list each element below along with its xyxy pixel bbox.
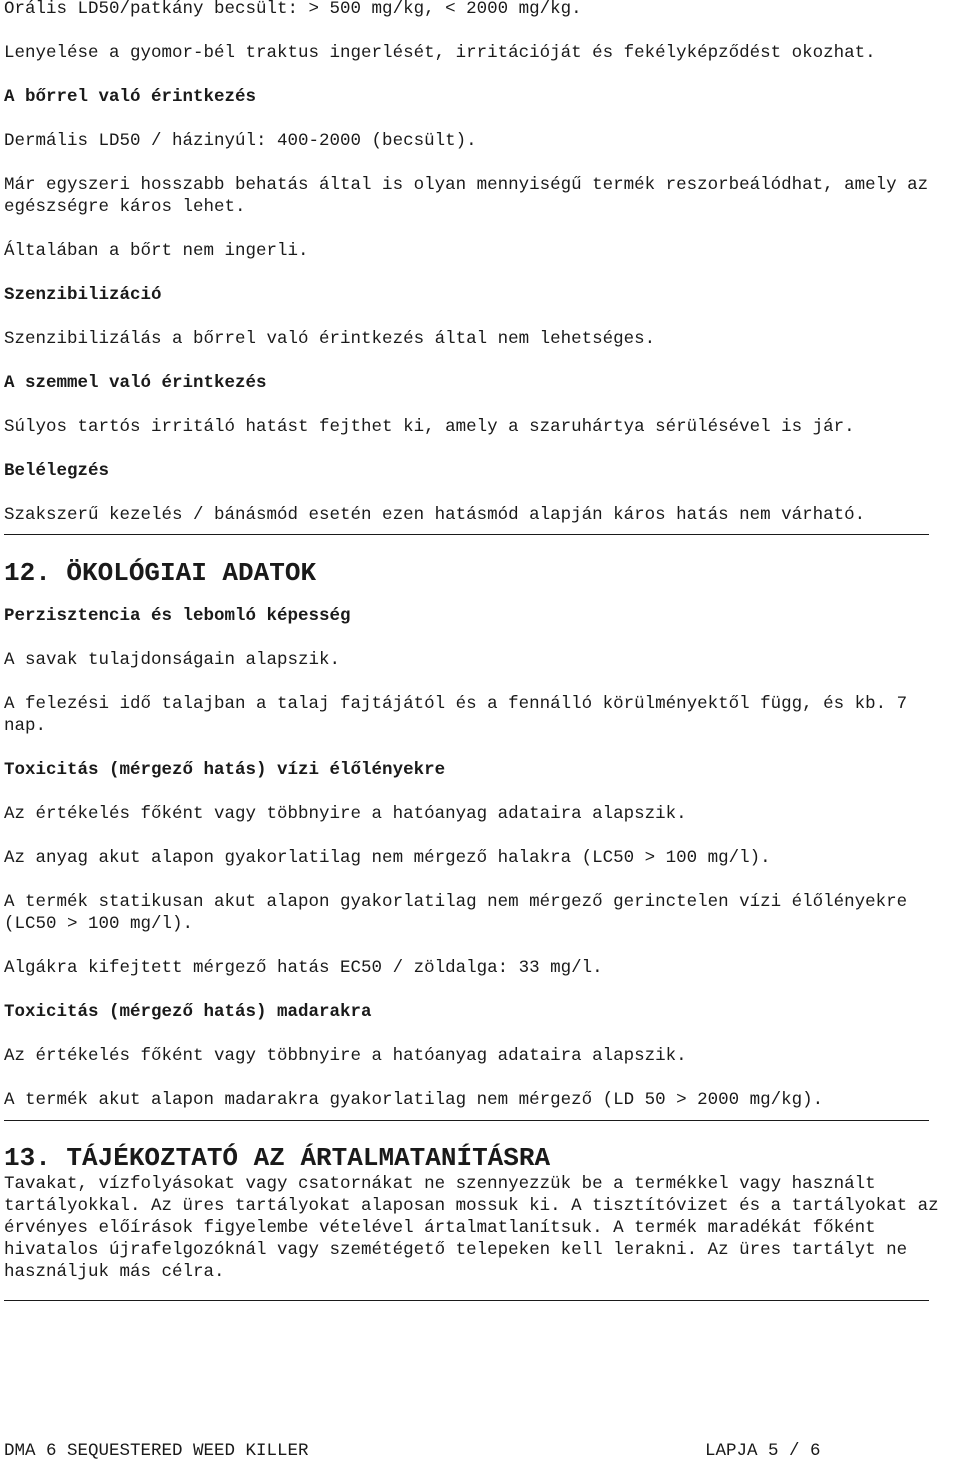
oral-ld50-text: Orális LD50/patkány becsült: > 500 mg/kg, < 2000 mg/kg. [4, 0, 582, 19]
sensitization-text: Szenzibilizálás a bőrrel való érintkezés által nem lehetséges. [4, 329, 656, 349]
skin-irritation-text: Általában a bőrt nem ingerli. [4, 241, 309, 261]
footer-product-name: DMA 6 SEQUESTERED WEED KILLER [4, 1441, 309, 1461]
eye-contact-heading: A szemmel való érintkezés [4, 373, 267, 393]
disposal-text: Tavakat, vízfolyásokat vagy csatornákat ne szennyezzük be a termékkel vagy használt tartályokkal. Az üres tartályokat alaposan mossuk ki. A tisztítóvizet és a tartályokat az érvényes előírások figyelembe vételével ártalmatlanítsuk. A termék maradékát főként hivatalos újrafelgozóknál vagy szemétégető telepeken kell lerakni. Az üres tartályt ne használjuk más célra. [4, 1174, 950, 1282]
sensitization-heading: Szenzibilizáció [4, 285, 162, 305]
section-13-title: 13. TÁJÉKOZTATÓ AZ ÁRTALMATANÍTÁSRA [4, 1143, 551, 1173]
ingestion-text: Lenyelése a gyomor-bél traktus ingerlését, irritációját és fekélyképződést okozhat. [4, 43, 876, 63]
inhalation-text: Szakszerű kezelés / bánásmód esetén ezen hatásmód alapján káros hatás nem várható. [4, 505, 866, 525]
bird-toxicity-heading: Toxicitás (mérgező hatás) madarakra [4, 1002, 372, 1022]
document-page [4, 0, 956, 1301]
bird-text-1: Az értékelés főként vagy többnyire a hatóanyag adataira alapszik. [4, 1046, 687, 1066]
aquatic-text-3: A termék statikusan akut alapon gyakorlatilag nem mérgező gerinctelen vízi élőlényekre (LC50 > 100 mg/l). [4, 892, 918, 934]
bird-text-2: A termék akut alapon madarakra gyakorlatilag nem mérgező (LD 50 > 2000 mg/kg). [4, 1090, 824, 1110]
persistence-text-2: A felezési idő talajban a talaj fajtájától és a fennálló körülményektől függ, és kb. 7 nap. [4, 694, 918, 736]
dermal-ld50-text: Dermális LD50 / házinyúl: 400-2000 (becsült). [4, 131, 477, 151]
persistence-text-1: A savak tulajdonságain alapszik. [4, 650, 341, 670]
eye-contact-text: Súlyos tartós irritáló hatást fejthet ki, amely a szaruhártya sérülésével is jár. [4, 417, 855, 437]
aquatic-text-2: Az anyag akut alapon gyakorlatilag nem mérgező halakra (LC50 > 100 mg/l). [4, 848, 771, 868]
aquatic-text-4: Algákra kifejtett mérgező hatás EC50 / zöldalga: 33 mg/l. [4, 958, 603, 978]
aquatic-text-1: Az értékelés főként vagy többnyire a hatóanyag adataira alapszik. [4, 804, 687, 824]
section-12-title: 12. ÖKOLÓGIAI ADATOK [4, 558, 317, 588]
aquatic-toxicity-heading: Toxicitás (mérgező hatás) vízi élőlényekre [4, 760, 446, 780]
section-13 [4, 1143, 956, 1283]
persistence-heading: Perzisztencia és lebomló képesség [4, 606, 351, 626]
skin-absorption-text: Már egyszeri hosszabb behatás által is olyan mennyiségű termék reszorbeálódhat, amely az egészségre káros lehet. [4, 175, 939, 217]
section-divider [4, 1300, 929, 1301]
section-divider [4, 1120, 929, 1121]
section-12 [4, 558, 956, 1111]
page-footer [4, 1440, 956, 1462]
footer-page-number: LAPJA 5 / 6 [705, 1441, 821, 1461]
skin-contact-heading: A bőrrel való érintkezés [4, 87, 257, 107]
section-11-continuation [4, 0, 956, 526]
inhalation-heading: Belélegzés [4, 461, 110, 481]
section-divider [4, 534, 929, 535]
